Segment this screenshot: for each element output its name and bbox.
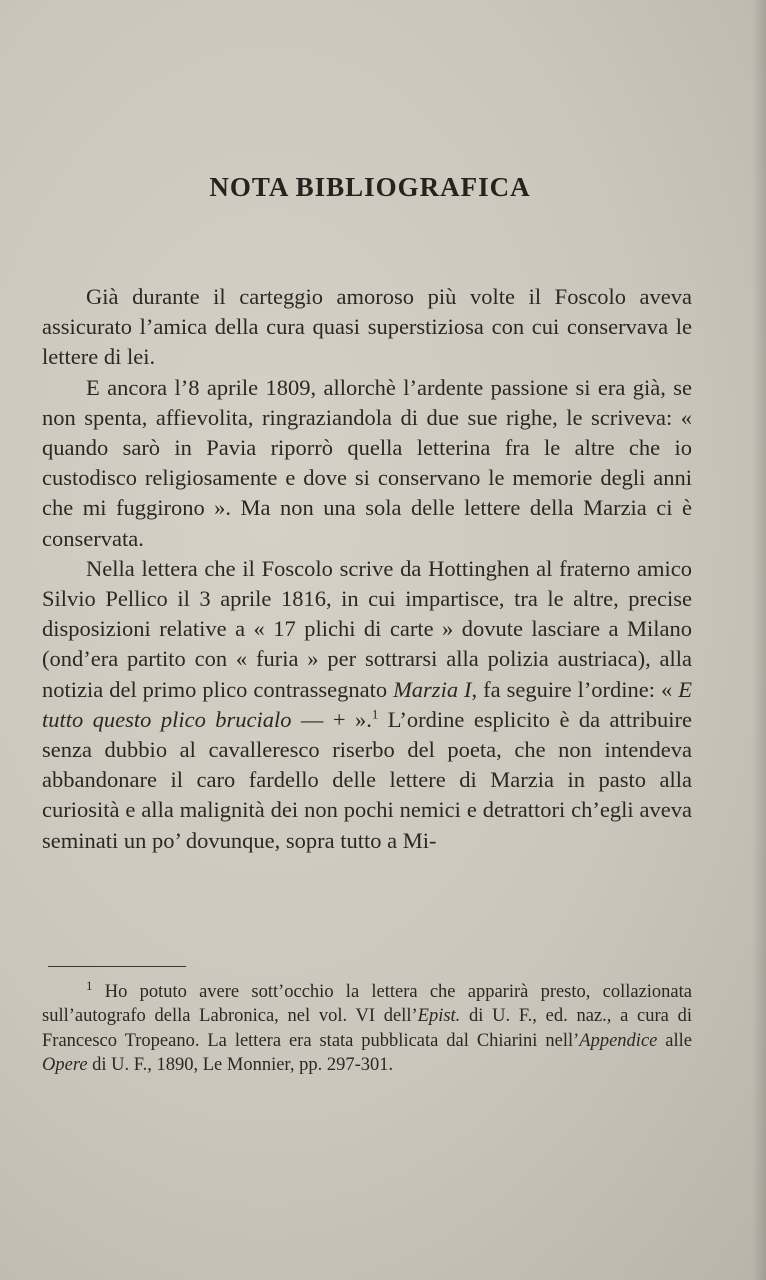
main-text [42,282,692,856]
paragraph-3-italic-a: Marzia I [393,676,472,702]
footnote-italic-3: Opere [42,1055,88,1076]
footnote-text-3: alle [657,1030,693,1051]
footnote-separator [48,966,186,967]
paragraph-3-text-a: Nella lettera che il Foscolo scrive da Hottinghen al fraterno amico Silvio Pellico il 3 aprile 1816, in cui impartisce, tra le altre, precise disposizioni relative a « 17 plichi di carte » dovute lasciare a Milano (ond’era partito con « furia » per sottrarsi alla polizia austriaca), alla notizia del primo plico contrassegnato [42,555,692,702]
page-edge-shadow [752,0,766,1280]
footnote-text-2: di U. F., ed. naz., a cura di Francesco Tropeano. La lettera era stata pubblicata dal Chiarini nell’ [42,1006,692,1051]
page-title: NOTA BIBLIOGRAFICA [209,172,531,202]
footnote-text-1: Ho potuto avere sott’occhio la lettera che apparirà presto, collazionata sull’autografo della Labronica, nel vol. VI dell’ [42,982,692,1027]
footnote-text-4: di U. F., 1890, Le Monnier, pp. 297-301. [87,1055,394,1076]
paragraph-3-text-d: L’ordine esplicito è da attribuire senza dubbio al cavalleresco riserbo del poeta, che non intendeva abbandonare il caro fardello delle lettere di Marzia in pasto alla curiosità e alla malignità dei non pochi nemici e detrattori ch’egli aveva seminati un po’ dovunque, sopra tutto a Mi- [42,706,692,853]
footnote-1 [42,977,693,1078]
paragraph-3-text-b: , fa seguire l’ordine: « [471,676,679,702]
paragraph-3 [42,554,692,856]
paragraph-2: E ancora l’8 aprile 1809, allorchè l’ardente passione si era già, se non spenta, affievolita, ringraziandola di due sue righe, le scriveva: « quando sarò in Pavia riporrò quella letterina fra le altre che io custodisco religiosamente e dove si conservano le memorie degli anni che mi fuggirono ». Ma non una sola delle lettere della Marzia ci è conservata. [42,374,692,551]
footnote-italic-2: Appendice [579,1030,658,1051]
paragraph-3-italic-b: E tutto questo plico brucialo [42,676,693,732]
paragraph-1: Già durante il carteggio amoroso più volte il Foscolo aveva assicurato l’amica della cura quasi superstiziosa con cui conservava le lettere di lei. [42,284,692,370]
footnote-italic-1: Epist. [417,1006,461,1027]
footnote-number: 1 [86,977,93,993]
footnote-reference: 1 [371,706,379,722]
paragraph-3-text-c: — + ». [291,706,372,732]
footnotes [42,977,693,1078]
